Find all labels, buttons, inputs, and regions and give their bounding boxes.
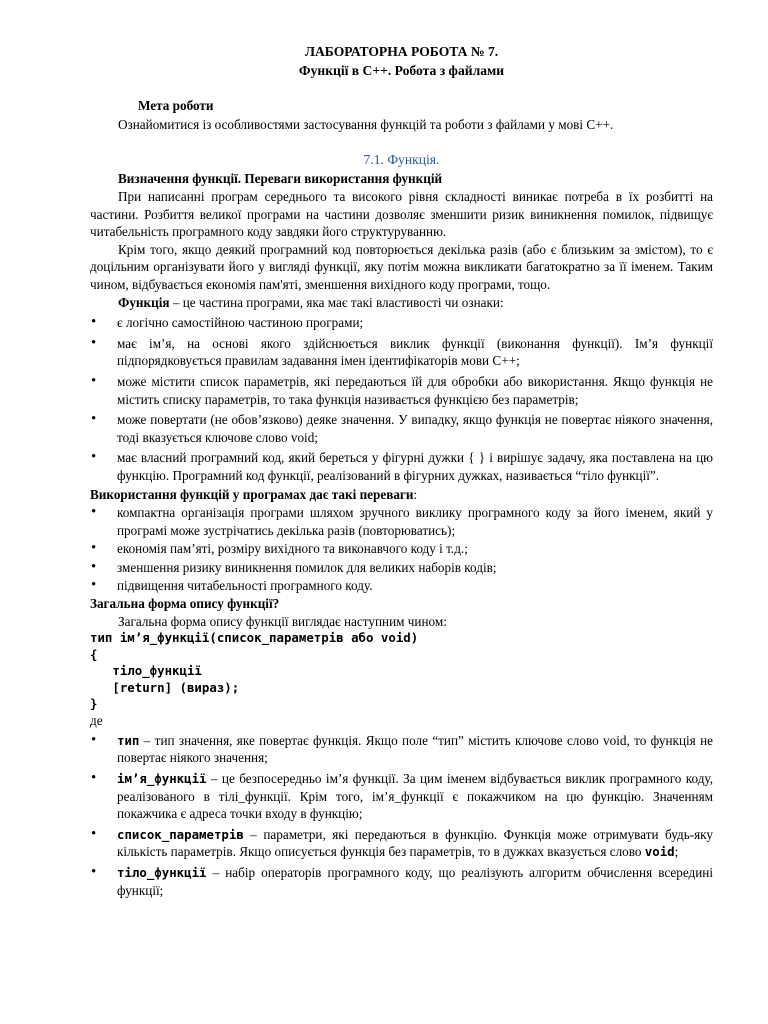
code-line: } [90,696,98,712]
definitions-list [90,732,713,899]
advantages-heading-text: Використання функцій у програмах дає такі переваги [90,486,414,502]
function-definition-text: – це частина програми, яка має такі властивості чи ознаки: [169,294,504,310]
function-definition [90,294,713,312]
definition-term: тип [117,732,140,748]
general-form-heading: Загальна форма опису функції? [90,596,280,612]
definition-text: – тип значення, яке повертає функція. Якщо поле “тип” містить ключове слово void, то функція не повертає ніякого значення; [117,732,713,766]
advantages-list [90,504,713,595]
code-line: { [90,646,98,662]
properties-list [90,314,713,484]
paragraph-1: При написанні програм середнього та високого рівня складності виникає потреба в їх розбитті на частини. Розбиття великої програми на частини дозволяє зменшити ризик виникнення помилок, підвищує читабельність програмного коду завдяки його структуруванню. [90,189,713,240]
aim-text: Ознайомитися із особливостями застосування функцій та роботи з файлами у мові С++. [118,117,614,132]
definition-item [90,770,713,823]
definition-item [90,826,713,861]
list-item: • може містити список параметрів, які передаються їй для обробки або використання. Якщо функція не містить списку параметрів, то така функція називається функцією без параметрів; [90,373,713,408]
subheading: Визначення функції. Переваги використання функцій [118,171,443,186]
definition-item [90,732,713,767]
definition-text-end: ; [674,844,679,860]
definition-term: список_параметрів [117,826,244,842]
definition-keyword: void [644,844,675,860]
function-term: Функція [118,294,170,310]
definition-term: ім’я_функції [117,770,207,786]
definition-text: – це безпосередньо ім’я функції. За цим іменем відбувається виклик програмного коду, реалізованого в тілі_функції. Крім того, ім’я_функції є покажчиком на цю функцію. Значенням покажчика є адреса точки входу в функцію; [117,770,713,822]
list-item: • зменшення ризику виникнення помилок для великих наборів кодів; [90,559,713,577]
paragraph-2: Крім того, якщо деякий програмний код повторюється декілька разів (або є близьким за змістом), то є доцільним організувати його у вигляді функції, яку потім можна викликати багатократно за її іменем. Таким чином, відбувається економія пам'яті, зменшення вихідного коду програми, тощо. [90,241,713,292]
section-heading: 7.1. Функція. [363,152,440,167]
list-item: • може повертати (не обов’язково) деяке значення. У випадку, якщо функція не повертає ніякого значення, тоді вказується ключове слово void; [90,411,713,446]
advantages-colon: : [413,486,418,502]
list-item: • має ім’я, на основі якого здійснюється виклик функції (виконання функції). Ім’я функції підпорядковується правилам задавання імен ідентифікаторів мови С++; [90,335,713,370]
list-item: • економія пам’яті, розміру вихідного та виконавчого коду і т.д.; [90,540,713,558]
where-label: де [90,712,103,728]
definition-text: – набір операторів програмного коду, що реалізують алгоритм обчислення всередині функції; [117,864,713,898]
code-line: тип ім’я_функції(список_параметрів або void) [90,630,419,646]
definition-text: – параметри, які передаються в функцію. Функція може отримувати будь-яку кількість параметрів. Якщо описується функція без параметрів, то в дужках вказується слово [117,826,713,860]
list-item: • компактна організація програми шляхом зручного виклику програмного коду за його іменем, який у програмі може зустрічатись декілька разів (повторюватись); [90,504,713,539]
list-item: • має власний програмний код, який береться у фігурні дужки { } і вирішує задачу, яка поставлена на цю функцію. Програмний код функції, реалізований в фігурних дужках, називається “тіло функції”. [90,449,713,484]
lab-title: ЛАБОРАТОРНА РОБОТА № 7. [304,44,499,59]
code-line: тіло_функції [90,663,202,679]
lab-subtitle: Функції в С++. Робота з файлами [298,63,505,78]
definition-item [90,864,713,899]
general-form-text: Загальна форма опису функції виглядає наступним чином: [118,613,447,629]
document-page [90,40,713,899]
list-item: • підвищення читабельності програмного коду. [90,577,713,595]
code-line: [return] (вираз); [90,679,240,695]
aim-heading: Мета роботи [138,98,214,113]
list-item: • є логічно самостійною частиною програми; [90,314,713,332]
code-block [90,630,713,713]
definition-term: тіло_функції [117,864,207,880]
advantages-heading [90,486,713,504]
